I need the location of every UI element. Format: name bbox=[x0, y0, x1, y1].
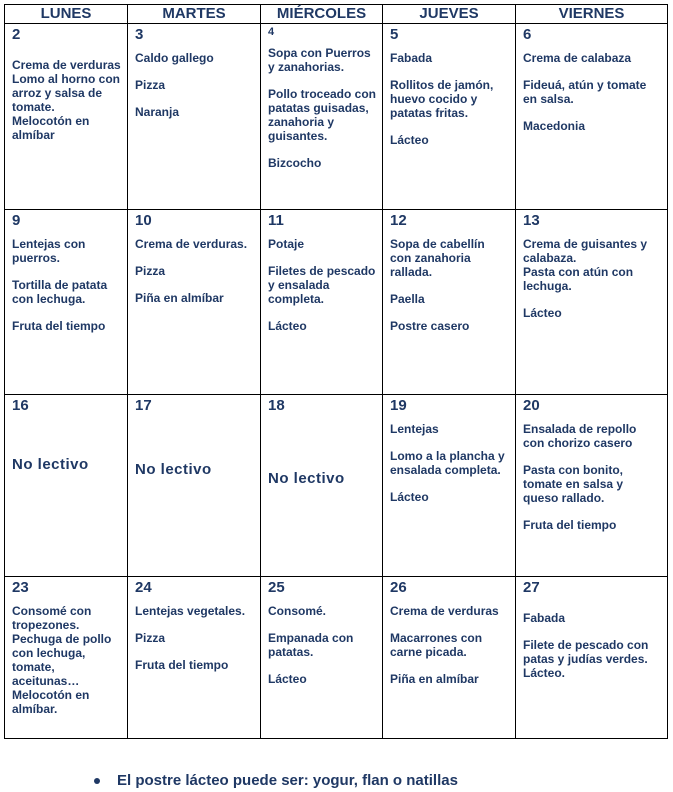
menu-item: Rollitos de jamón, huevo cocido y patatas fritas. bbox=[390, 78, 494, 120]
menu-item: Lácteo bbox=[390, 133, 429, 147]
day-number: 11 bbox=[268, 212, 284, 229]
header-monday: LUNES bbox=[5, 5, 128, 24]
menu-item: Sopa de cabellín con zanahoria rallada. bbox=[390, 237, 485, 279]
day-number: 25 bbox=[268, 579, 285, 596]
menu-item: Tortilla de patata con lechuga. bbox=[12, 278, 108, 306]
no-lectivo-label: No lectivo bbox=[268, 470, 345, 487]
menu-item: Lentejas con puerros. bbox=[12, 237, 86, 265]
day-number: 4 bbox=[268, 26, 275, 38]
menu-item: Lácteo bbox=[523, 306, 562, 320]
menu-item: Caldo gallego bbox=[135, 51, 214, 65]
menu-item: Fruta del tiempo bbox=[12, 319, 106, 333]
header-wednesday: MIÉRCOLES bbox=[261, 5, 383, 24]
note-text: El postre lácteo puede ser: yogur, flan o natillas bbox=[117, 772, 458, 789]
day-number: 19 bbox=[390, 397, 407, 414]
menu-item: Macarrones con carne picada. bbox=[390, 631, 483, 659]
day-cell bbox=[5, 210, 128, 395]
lunch-menu-table bbox=[4, 4, 668, 739]
menu-item: Piña en almíbar bbox=[135, 291, 224, 305]
menu-item: Pasta con bonito, tomate en salsa y queso rallado. bbox=[523, 463, 624, 505]
menu-item: Crema de verduras. bbox=[135, 237, 248, 251]
menu-item: Fruta del tiempo bbox=[523, 518, 617, 532]
menu-item: Piña en almíbar bbox=[390, 672, 479, 686]
menu-item: Consomé con tropezones. Pechuga de pollo con lechuga, tomate, aceitunas… Melocotón en almíbar. bbox=[12, 604, 112, 716]
bullet-icon bbox=[94, 778, 100, 784]
menu-item: Lentejas vegetales. bbox=[135, 604, 246, 618]
header-thursday: JUEVES bbox=[383, 5, 516, 24]
day-cell bbox=[261, 395, 383, 577]
menu-item: Crema de guisantes y calabaza. Pasta con atún con lechuga. bbox=[523, 237, 648, 293]
menu-item: Fabada bbox=[523, 611, 566, 625]
day-number: 10 bbox=[135, 212, 152, 229]
week-row-3 bbox=[5, 395, 668, 577]
day-number: 12 bbox=[390, 212, 407, 229]
menu-item: Potaje bbox=[268, 237, 305, 251]
week-row-1 bbox=[5, 24, 668, 210]
menu-item: Postre casero bbox=[390, 319, 470, 333]
day-cell bbox=[516, 577, 668, 739]
menu-item: Empanada con patatas. bbox=[268, 631, 354, 659]
day-number: 3 bbox=[135, 26, 144, 43]
menu-item: Crema de verduras bbox=[390, 604, 499, 618]
day-cell bbox=[128, 395, 261, 577]
day-cell bbox=[516, 210, 668, 395]
day-cell bbox=[383, 577, 516, 739]
no-lectivo-label: No lectivo bbox=[135, 461, 212, 478]
menu-item: Ensalada de repollo con chorizo casero bbox=[523, 422, 637, 450]
menu-item: Lácteo bbox=[268, 319, 307, 333]
day-cell bbox=[5, 24, 128, 210]
day-number: 24 bbox=[135, 579, 152, 596]
day-number: 9 bbox=[12, 212, 21, 229]
menu-item: Crema de calabaza bbox=[523, 51, 632, 65]
day-number: 13 bbox=[523, 212, 540, 229]
day-cell bbox=[128, 24, 261, 210]
day-cell bbox=[516, 395, 668, 577]
menu-item: Lácteo bbox=[390, 490, 429, 504]
day-number: 26 bbox=[390, 579, 407, 596]
dairy-dessert-note bbox=[94, 772, 458, 789]
day-cell bbox=[261, 24, 383, 210]
menu-item: Paella bbox=[390, 292, 425, 306]
menu-item: Macedonia bbox=[523, 119, 586, 133]
day-number: 23 bbox=[12, 579, 29, 596]
day-number: 5 bbox=[390, 26, 399, 43]
menu-item: Pollo troceado con patatas guisadas, zanahoria y guisantes. bbox=[268, 87, 377, 143]
day-cell bbox=[261, 210, 383, 395]
menu-item: Naranja bbox=[135, 105, 180, 119]
menu-item: Filete de pescado con patas y judías verdes. Lácteo. bbox=[523, 638, 649, 680]
header-friday: VIERNES bbox=[516, 5, 668, 24]
menu-item: Bizcocho bbox=[268, 156, 322, 170]
day-number: 20 bbox=[523, 397, 540, 414]
day-number: 27 bbox=[523, 579, 540, 596]
day-cell bbox=[261, 577, 383, 739]
menu-item: Crema de verduras Lomo al horno con arroz y salsa de tomate. Melocotón en almíbar bbox=[12, 58, 121, 142]
day-cell bbox=[128, 577, 261, 739]
week-row-4 bbox=[5, 577, 668, 739]
day-cell bbox=[516, 24, 668, 210]
day-cell bbox=[5, 395, 128, 577]
menu-item: Consomé. bbox=[268, 604, 327, 618]
menu-item: Pizza bbox=[135, 264, 166, 278]
day-cell bbox=[5, 577, 128, 739]
day-cell bbox=[383, 395, 516, 577]
day-number: 2 bbox=[12, 26, 21, 43]
menu-item: Lentejas bbox=[390, 422, 439, 436]
menu-item: Pizza bbox=[135, 631, 166, 645]
day-cell bbox=[383, 210, 516, 395]
menu-item: Lomo a la plancha y ensalada completa. bbox=[390, 449, 505, 477]
menu-item: Pizza bbox=[135, 78, 166, 92]
weekday-header-row bbox=[5, 5, 668, 24]
menu-item: Lácteo bbox=[268, 672, 307, 686]
menu-item: Sopa con Puerros y zanahorias. bbox=[268, 46, 371, 74]
day-number: 16 bbox=[12, 397, 29, 414]
day-cell bbox=[128, 210, 261, 395]
header-tuesday: MARTES bbox=[128, 5, 261, 24]
week-row-2 bbox=[5, 210, 668, 395]
no-lectivo-label: No lectivo bbox=[12, 456, 89, 473]
menu-item: Fruta del tiempo bbox=[135, 658, 229, 672]
menu-item: Fabada bbox=[390, 51, 433, 65]
day-number: 17 bbox=[135, 397, 152, 414]
menu-item: Filetes de pescado y ensalada completa. bbox=[268, 264, 376, 306]
day-number: 18 bbox=[268, 397, 285, 414]
day-cell bbox=[383, 24, 516, 210]
menu-item: Fideuá, atún y tomate en salsa. bbox=[523, 78, 647, 106]
day-number: 6 bbox=[523, 26, 532, 43]
